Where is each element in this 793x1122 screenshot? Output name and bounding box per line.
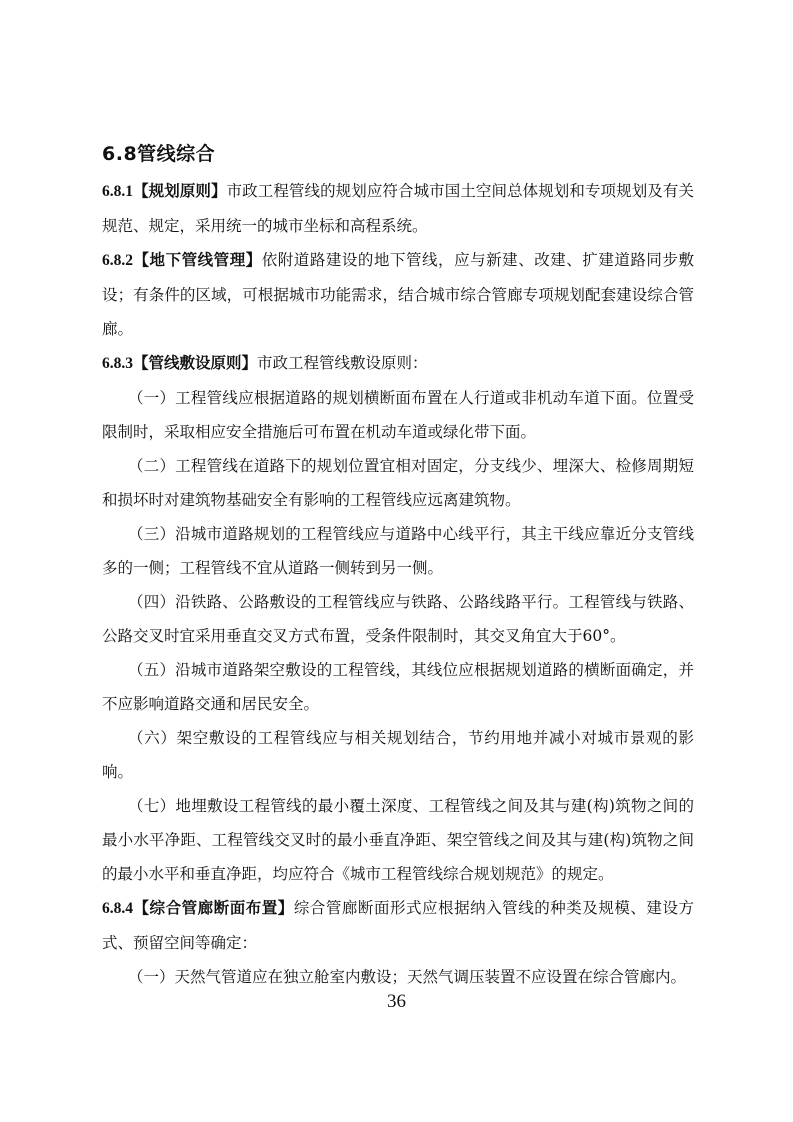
clause-text: 市政工程管线敷设原则：	[257, 354, 428, 372]
clause-6-8-2	[102, 243, 694, 346]
clause-heading: 【综合管廊断面布置】	[133, 899, 294, 917]
clause-text: 依附道路建设的地下管线，应与新建、改建、扩建道路同步敷设；有条件的区域，可根据城市功能需求，结合城市综合管廊专项规划配套建设综合管廊。	[102, 251, 694, 338]
list-item: （三）沿城市道路规划的工程管线应与道路中心线平行，其主干线应靠近分支管线多的一侧；工程管线不宜从道路一侧转到另一侧。	[102, 525, 694, 577]
clause-heading: 【管线敷设原则】	[133, 354, 258, 372]
list-item: （七）地埋敷设工程管线的最小覆土深度、工程管线之间及其与建(构)筑物之间的最小水平净距、工程管线交叉时的最小垂直净距、架空管线之间及其与建(构)筑物之间的最小水平和垂直净距，均应符合《城市工程管线综合规划规范》的规定。	[102, 797, 694, 883]
clause-6-8-4	[102, 891, 694, 960]
clause-heading: 【地下管线管理】	[133, 251, 262, 269]
page-content	[102, 140, 694, 994]
clause-number: 6.8.1	[102, 183, 133, 200]
clause-6-8-3	[102, 346, 694, 381]
clause-heading: 【规划原则】	[133, 182, 227, 200]
list-item: （六）架空敷设的工程管线应与相关规划结合，节约用地并减小对城市景观的影响。	[102, 729, 694, 781]
list-item: （五）沿城市道路架空敷设的工程管线，其线位应根据规划道路的横断面确定，并不应影响道路交通和居民安全。	[102, 661, 694, 713]
list-item: （一）天然气管道应在独立舱室内敷设；天然气调压装置不应设置在综合管廊内。	[128, 968, 687, 986]
list-item: （二）工程管线在道路下的规划位置宜相对固定，分支线少、埋深大、检修周期短和损坏时对建筑物基础安全有影响的工程管线应远离建筑物。	[102, 457, 694, 509]
list-item: （四）沿铁路、公路敷设的工程管线应与铁路、公路线路平行。工程管线与铁路、公路交叉时宜采用垂直交叉方式布置，受条件限制时，其交叉角宜大于60°。	[102, 593, 694, 645]
clause-6-8-1	[102, 174, 694, 243]
page-number: 36	[387, 991, 406, 1012]
clause-number: 6.8.3	[102, 355, 133, 372]
clause-text: 综合管廊断面形式应根据纳入管线的种类及规模、建设方式、预留空间等确定：	[102, 899, 694, 952]
list-item: （一）工程管线应根据道路的规划横断面布置在人行道或非机动车道下面。位置受限制时，采取相应安全措施后可布置在机动车道或绿化带下面。	[102, 389, 694, 441]
section-title: 6.8管线综合	[102, 143, 216, 165]
clause-number: 6.8.2	[102, 252, 133, 269]
clause-number: 6.8.4	[102, 900, 133, 917]
clause-text: 市政工程管线的规划应符合城市国土空间总体规划和专项规划及有关规范、规定，采用统一的城市坐标和高程系统。	[102, 182, 694, 235]
